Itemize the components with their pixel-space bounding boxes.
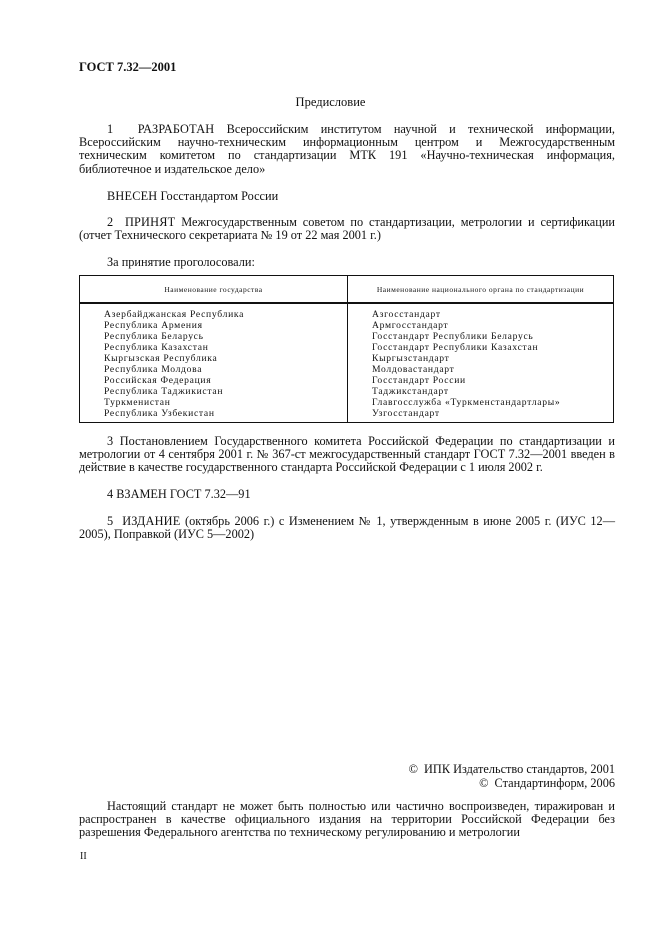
table-row xyxy=(80,364,614,375)
cell-national-body: Азгосстандарт xyxy=(348,303,614,320)
cell-state: Республика Таджикистан xyxy=(80,386,348,397)
voting-table xyxy=(79,275,614,423)
paragraph-text: Межгосударственным советом по стандартизации, метрологии и сертификации (отчет Технического секретариата № 19 от 22 мая 2001 г.) xyxy=(79,215,615,243)
cell-national-body: Армгосстандарт xyxy=(348,320,614,331)
paragraph-text: Всероссийским институтом научной и технической информации, Всероссийским научно-техническим информационным центром и Межгосударственным техническим комитетом по стандартизации МТК 191 «Научно-техническая информация, библиотечное и издательское дело» xyxy=(79,122,615,176)
cell-state: Республика Беларусь xyxy=(80,331,348,342)
item-number: 5 xyxy=(107,514,114,528)
paragraph-introduced xyxy=(79,190,615,203)
cell-state: Кыргызская Республика xyxy=(80,353,348,364)
paragraph-resolution: 3 Постановлением Государственного комитета Российской Федерации по стандартизации и метрологии от 4 сентября 2001 г. № 367-ст межгосударственный стандарт ГОСТ 7.32—2001 введен в действие в качестве государственного стандарта Российской Федерации с 1 июля 2002 г. xyxy=(79,434,615,475)
paragraph-edition xyxy=(79,515,615,541)
cell-national-body: Главгосслужба «Туркменстандартлары» xyxy=(348,397,614,408)
item-number: 1 xyxy=(107,122,114,136)
copyright-line-1: © ИПК Издательство стандартов, 2001 xyxy=(408,762,615,776)
header-state: Наименование государства xyxy=(80,276,348,304)
header-national-body: Наименование национального органа по стандартизации xyxy=(348,276,614,304)
paragraph-developed xyxy=(79,123,615,176)
cell-state: Российская Федерация xyxy=(80,375,348,386)
page-number: II xyxy=(80,851,87,862)
section-title: Предисловие xyxy=(295,95,366,109)
copyright-line-2: © Стандартинформ, 2006 xyxy=(479,776,615,790)
keyword-introduced: ВНЕСЕН xyxy=(107,189,158,203)
item-number: 2 xyxy=(107,215,114,229)
cell-state: Республика Молдова xyxy=(80,364,348,375)
table-row xyxy=(80,342,614,353)
paragraph-adopted xyxy=(79,216,615,242)
document-code: ГОСТ 7.32—2001 xyxy=(79,60,177,74)
table-row xyxy=(80,320,614,331)
table-row xyxy=(80,303,614,320)
cell-state: Республика Казахстан xyxy=(80,342,348,353)
keyword-edition: ИЗДАНИЕ xyxy=(122,514,181,528)
table-row xyxy=(80,375,614,386)
cell-national-body: Госстандарт России xyxy=(348,375,614,386)
table-row xyxy=(80,331,614,342)
table-header-row xyxy=(80,276,614,304)
cell-state: Азербайджанская Республика xyxy=(80,303,348,320)
table-row xyxy=(80,386,614,397)
reproduction-notice: Настоящий стандарт не может быть полностью или частично воспроизведен, тиражирован и распространен в качестве официального издания на территории Российской Федерации без разрешения Федерального агентства по техническому регулированию и метрологии xyxy=(79,799,615,840)
table-row xyxy=(80,397,614,408)
paragraph-replaces: 4 ВЗАМЕН ГОСТ 7.32—91 xyxy=(107,487,251,501)
table-body xyxy=(80,303,614,423)
cell-national-body: Узгосстандарт xyxy=(348,408,614,423)
cell-state: Республика Узбекистан xyxy=(80,408,348,423)
cell-national-body: Молдовастандарт xyxy=(348,364,614,375)
cell-state: Республика Армения xyxy=(80,320,348,331)
table-row xyxy=(80,353,614,364)
paragraph-text: (октябрь 2006 г.) с Изменением № 1, утвержденным в июне 2005 г. (ИУС 12—2005), Поправкой (ИУС 5—2002) xyxy=(79,514,615,542)
cell-national-body: Таджикстандарт xyxy=(348,386,614,397)
cell-state: Туркменистан xyxy=(80,397,348,408)
table-row xyxy=(80,408,614,423)
cell-national-body: Госстандарт Республики Беларусь xyxy=(348,331,614,342)
keyword-developed: РАЗРАБОТАН xyxy=(137,122,215,136)
keyword-adopted: ПРИНЯТ xyxy=(124,215,176,229)
paragraph-text: Госстандартом России xyxy=(160,189,279,203)
cell-national-body: Госстандарт Республики Казахстан xyxy=(348,342,614,353)
cell-national-body: Кыргызстандарт xyxy=(348,353,614,364)
voted-label: За принятие проголосовали: xyxy=(107,255,255,269)
copyright-block xyxy=(409,762,615,790)
